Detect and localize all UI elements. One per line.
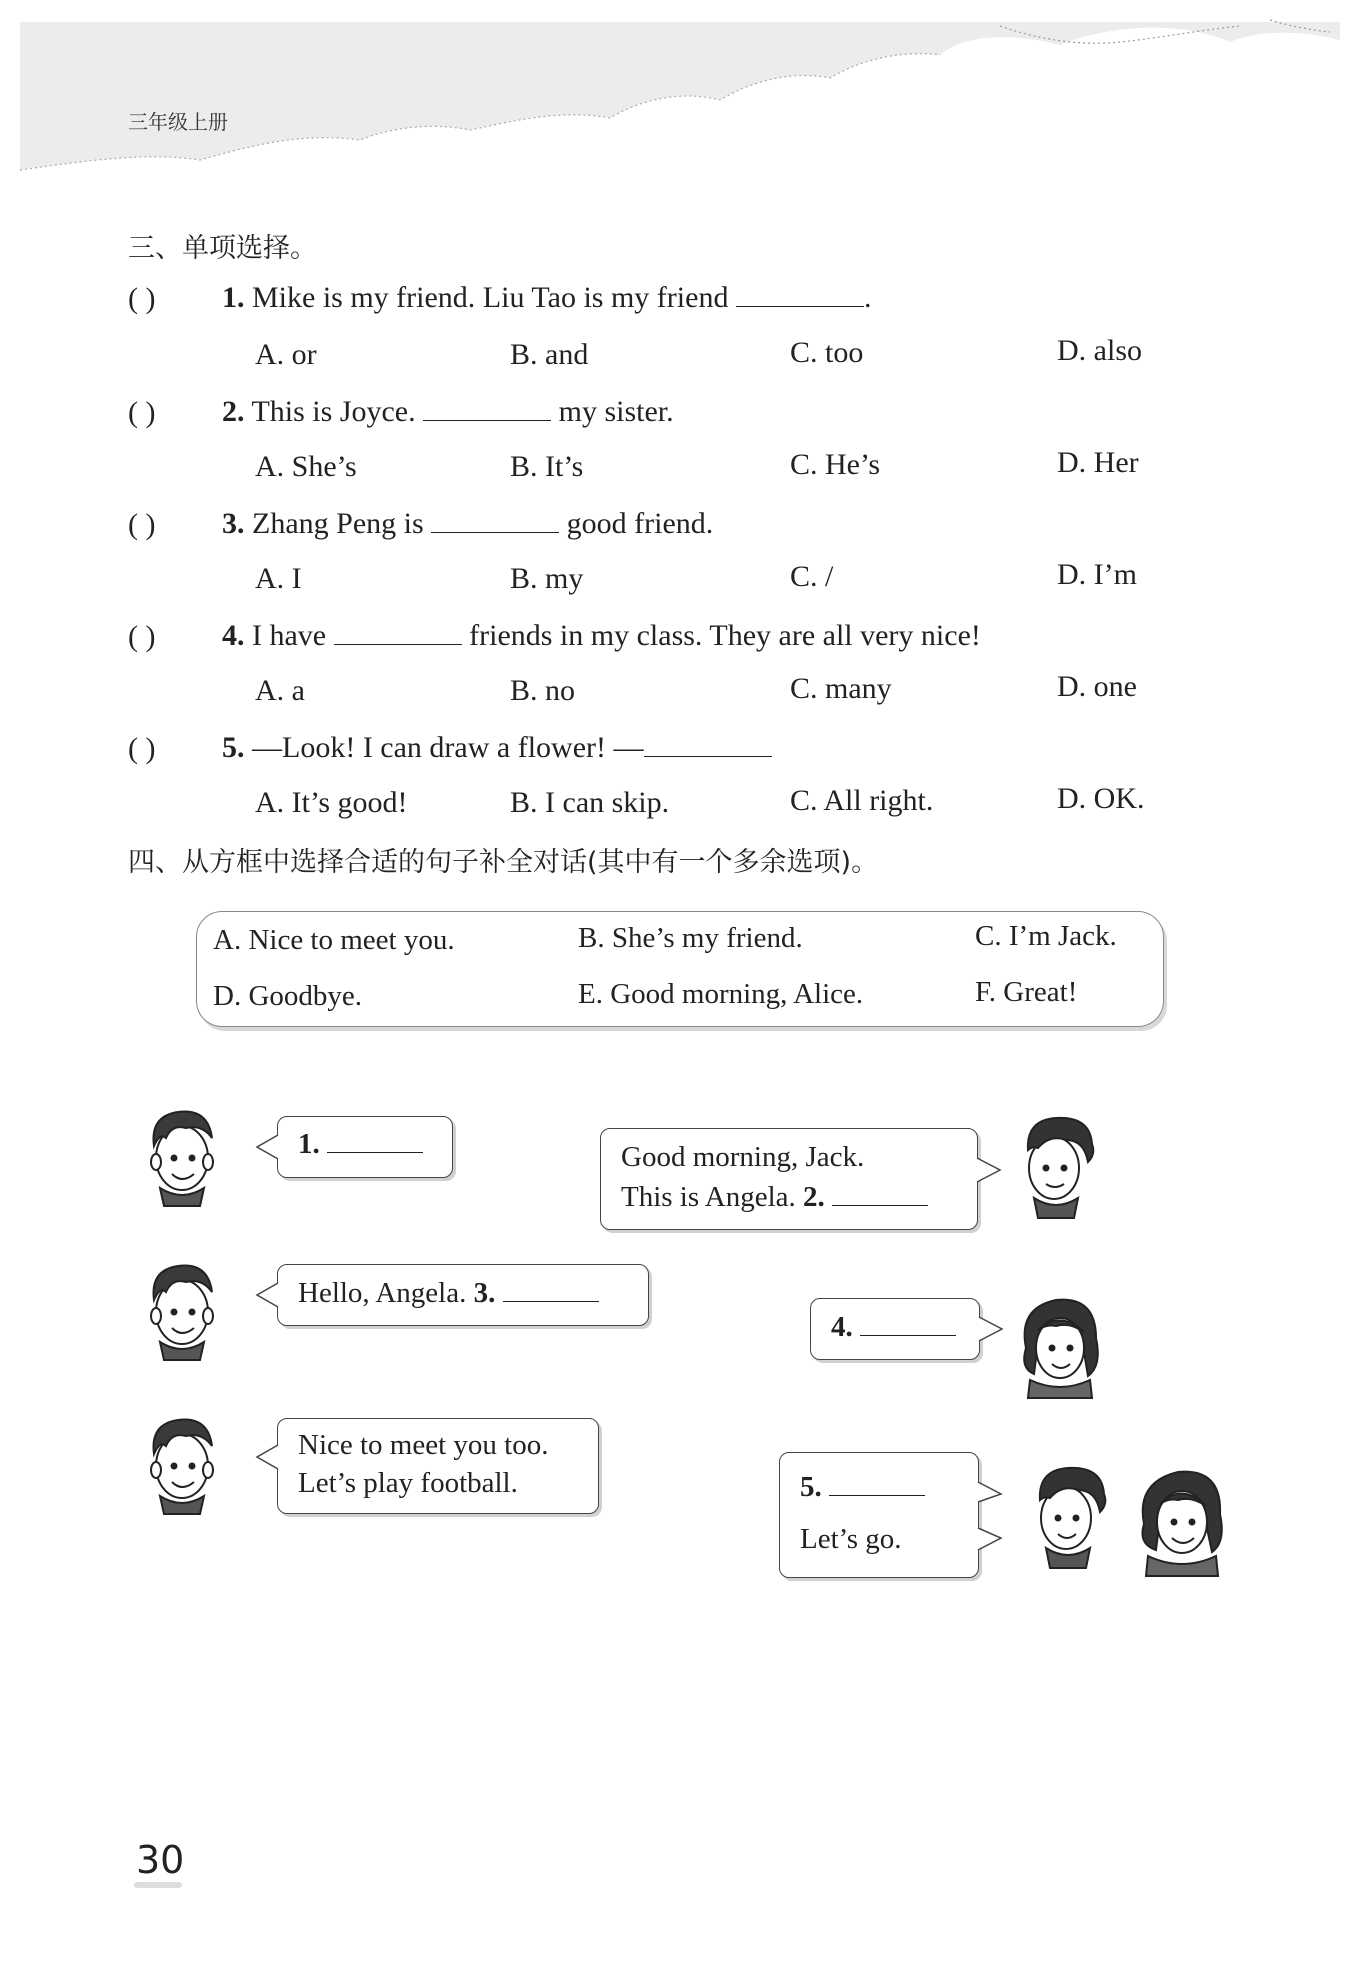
answer-blank[interactable]	[736, 280, 864, 307]
speech-bubble-2	[600, 1128, 978, 1230]
bubble-4-tail	[978, 1315, 1004, 1343]
speech-bubble-4	[810, 1298, 980, 1360]
question-number: 4.	[222, 619, 245, 652]
question-2	[222, 394, 674, 429]
cloud-header-decoration	[0, 0, 1350, 190]
bubble-5-tail	[255, 1443, 279, 1471]
option-3a[interactable]: A. I	[255, 562, 302, 595]
option-1c[interactable]: C. too	[790, 336, 864, 369]
question-4	[222, 618, 981, 653]
option-2d[interactable]: D. Her	[1057, 446, 1139, 479]
boy-jack-avatar-1	[142, 1102, 222, 1210]
answer-blank[interactable]	[644, 730, 772, 757]
option-3c[interactable]: C. /	[790, 560, 834, 593]
speech-bubble-1	[277, 1116, 453, 1178]
section4-title: 四、从方框中选择合适的句子补全对话(其中有一个多余选项)。	[128, 847, 879, 878]
box-option-b: B. She’s my friend.	[578, 922, 803, 954]
answer-blank[interactable]	[327, 1130, 423, 1153]
answer-blank[interactable]	[829, 1473, 925, 1496]
bubble-text: Hello, Angela.	[298, 1277, 467, 1309]
bubble-text: This is Angela.	[621, 1181, 796, 1213]
question-text-after: friends in my class. They are all very nice!	[469, 619, 981, 652]
answer-blank[interactable]	[334, 618, 462, 645]
question-text-after: good friend.	[566, 507, 714, 540]
question-number: 2.	[222, 395, 245, 428]
answer-paren-3[interactable]: ( )	[128, 508, 156, 541]
question-1	[222, 280, 871, 315]
section3-title: 三、单项选择。	[128, 233, 317, 264]
box-option-f: F. Great!	[975, 976, 1078, 1008]
option-4d[interactable]: D. one	[1057, 670, 1137, 703]
option-5c[interactable]: C. All right.	[790, 784, 934, 817]
grade-label: 三年级上册	[128, 110, 228, 134]
answer-paren-5[interactable]: ( )	[128, 732, 156, 765]
bubble-1-tail	[255, 1133, 279, 1161]
speech-bubble-5	[277, 1418, 599, 1514]
option-3b[interactable]: B. my	[510, 562, 584, 595]
boy-jack-avatar-3	[142, 1410, 222, 1518]
box-option-a: A. Nice to meet you.	[213, 924, 455, 956]
speech-bubble-3	[277, 1264, 649, 1326]
option-2c[interactable]: C. He’s	[790, 448, 880, 481]
answer-blank[interactable]	[503, 1279, 599, 1302]
boy-jack-avatar-2	[142, 1256, 222, 1364]
answer-paren-1[interactable]: ( )	[128, 282, 156, 315]
boy-friend-avatar-2	[1024, 1460, 1114, 1572]
bubble-5-line-1: Nice to meet you too.	[298, 1429, 549, 1461]
option-1b[interactable]: B. and	[510, 338, 589, 371]
option-4c[interactable]: C. many	[790, 672, 892, 705]
option-4b[interactable]: B. no	[510, 674, 576, 707]
page-number: 30	[136, 1838, 185, 1882]
bubble-3-tail	[255, 1281, 279, 1309]
option-2a[interactable]: A. She’s	[255, 450, 357, 483]
bubble-6-line-2: Let’s go.	[800, 1523, 902, 1555]
answer-blank[interactable]	[431, 506, 559, 533]
option-5d[interactable]: D. OK.	[1057, 782, 1145, 815]
question-number: 1.	[222, 281, 245, 314]
question-5	[222, 730, 772, 765]
answer-blank[interactable]	[832, 1183, 928, 1206]
speech-bubble-6	[779, 1452, 979, 1578]
bubble-number: 3.	[473, 1277, 496, 1309]
boy-friend-avatar	[1012, 1110, 1102, 1222]
question-text: Mike is my friend. Liu Tao is my friend	[252, 281, 729, 314]
option-4a[interactable]: A. a	[255, 674, 305, 707]
question-text-after: .	[863, 281, 872, 314]
question-number: 3.	[222, 507, 245, 540]
answer-blank[interactable]	[860, 1313, 956, 1336]
question-text-after: my sister.	[558, 395, 674, 428]
question-text: —Look! I can draw a flower! —	[252, 731, 644, 764]
bubble-3-line	[298, 1277, 599, 1310]
question-3	[222, 506, 713, 541]
bubble-5-line-2: Let’s play football.	[298, 1467, 518, 1499]
answer-paren-4[interactable]: ( )	[128, 620, 156, 653]
bubble-1-line	[298, 1128, 423, 1161]
option-1a[interactable]: A. or	[255, 338, 317, 371]
bubble-6-line-1	[800, 1471, 925, 1504]
question-number: 5.	[222, 731, 245, 764]
girl-angela-avatar	[1012, 1288, 1108, 1400]
bubble-2-tail	[976, 1156, 1002, 1184]
option-5a[interactable]: A. It’s good!	[255, 786, 408, 819]
bubble-2-line-1: Good morning, Jack.	[621, 1141, 865, 1173]
answer-paren-2[interactable]: ( )	[128, 396, 156, 429]
box-option-d: D. Goodbye.	[213, 980, 363, 1012]
answer-blank[interactable]	[423, 394, 551, 421]
option-2b[interactable]: B. It’s	[510, 450, 584, 483]
girl-angela-avatar-2	[1132, 1460, 1232, 1578]
bubble-number: 1.	[298, 1128, 320, 1160]
bubble-number: 4.	[831, 1311, 853, 1343]
question-text: Zhang Peng is	[252, 507, 424, 540]
option-3d[interactable]: D. I’m	[1057, 558, 1137, 591]
bubble-4-line	[831, 1311, 956, 1344]
box-option-c: C. I’m Jack.	[975, 920, 1117, 952]
bubble-number: 2.	[803, 1181, 825, 1213]
bubble-number: 5.	[800, 1471, 822, 1503]
option-1d[interactable]: D. also	[1057, 334, 1142, 367]
bubble-6-tail	[977, 1480, 1003, 1552]
question-text: This is Joyce.	[251, 395, 416, 428]
question-text: I have	[252, 619, 327, 652]
option-5b[interactable]: B. I can skip.	[510, 786, 670, 819]
page-number-underline	[134, 1882, 182, 1888]
bubble-2-line-2	[621, 1181, 928, 1214]
box-option-e: E. Good morning, Alice.	[578, 978, 864, 1010]
